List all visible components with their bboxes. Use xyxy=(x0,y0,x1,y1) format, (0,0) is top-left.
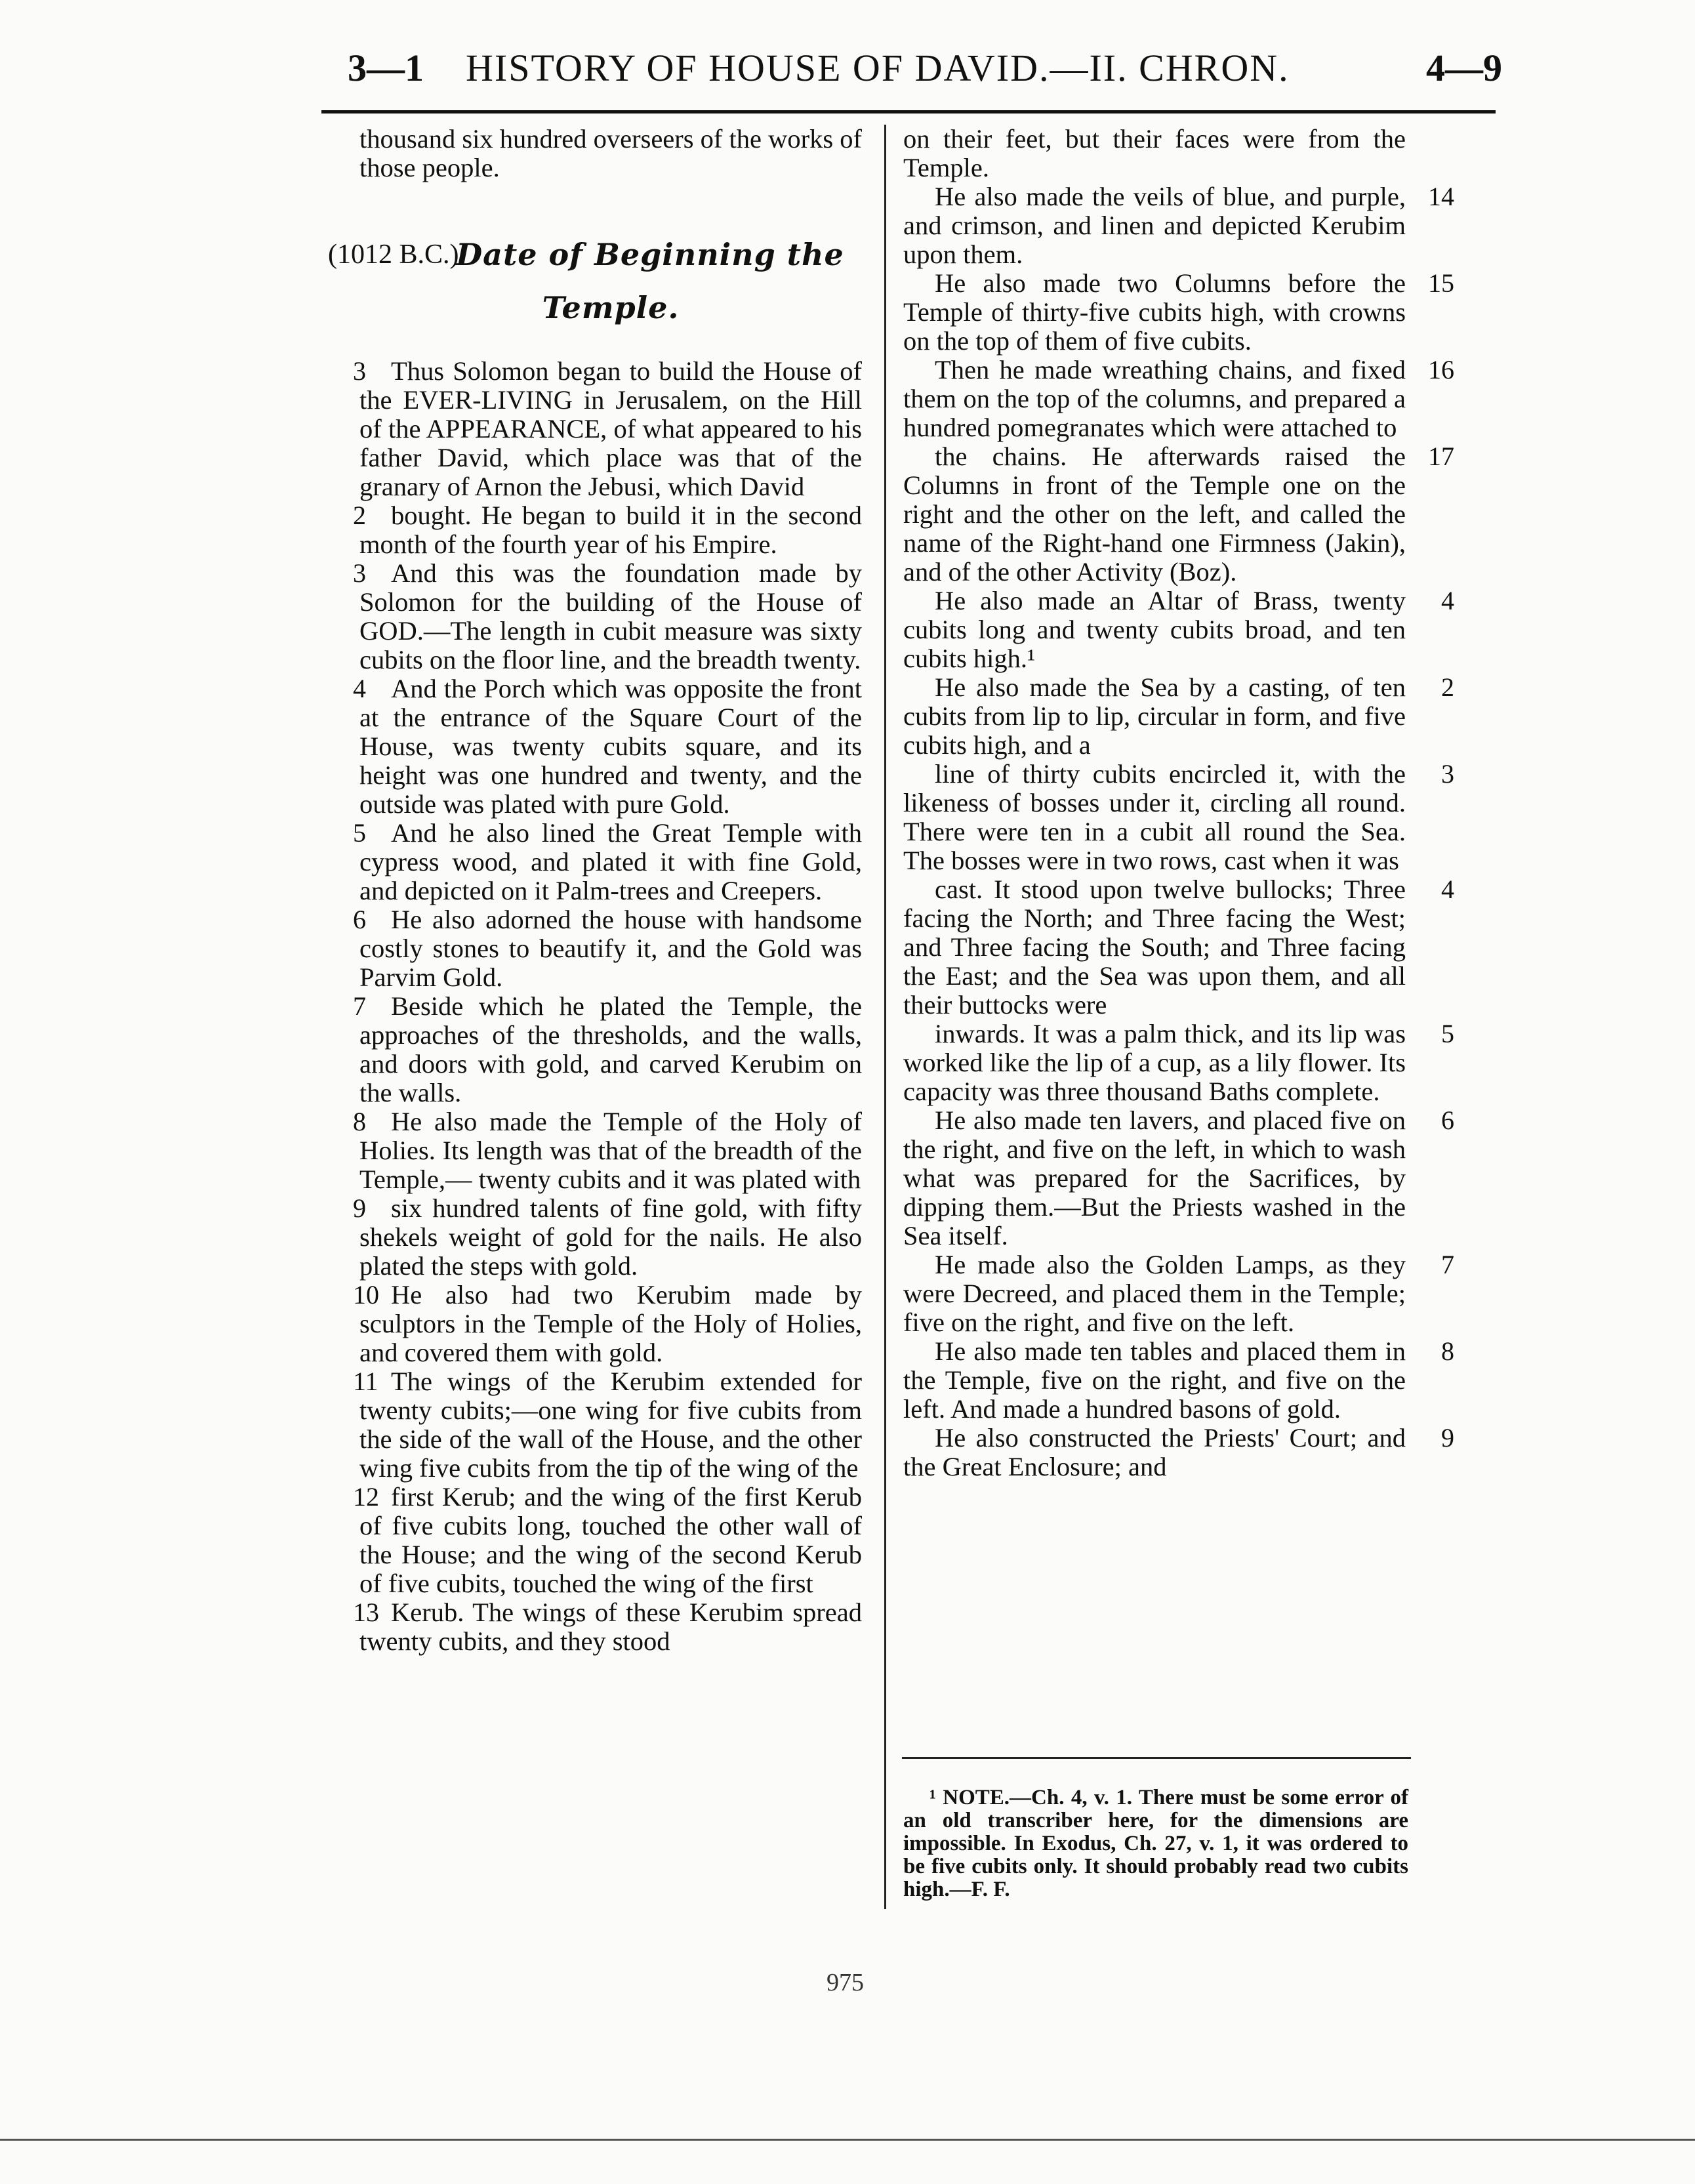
left-verse xyxy=(353,991,862,1107)
verse-text: He also adorned the house with handsome costly stones to beautify it, and the Gold was Parvim Gold. xyxy=(359,905,862,992)
verse-text: He also made ten tables and placed them in the Temple, five on the right, and five on the left. And made a hundred basons of gold. xyxy=(903,1336,1406,1424)
footnote-rule xyxy=(902,1757,1411,1759)
right-verse xyxy=(903,1336,1454,1424)
verse-number: 6 xyxy=(353,905,366,934)
right-verse xyxy=(903,1019,1454,1106)
right-verse xyxy=(903,442,1454,587)
verse-number: 3 xyxy=(1441,759,1454,789)
verse-text: cast. It stood upon twelve bullocks; Three facing the North; and Three facing the West; and Three facing the South; and Three facing the East; and the Sea was upon them, and all their buttocks were xyxy=(903,875,1406,1020)
verse-text: Beside which he plated the Temple, the approaches of the thresholds, and the walls, and doors with gold, and carved Kerubim on the walls. xyxy=(359,991,862,1107)
right-column xyxy=(903,124,1454,1481)
verse-text: And this was the foundation made by Solomon for the building of the House of GOD.—The length in cubit measure was sixty cubits on the floor line, and the breadth twenty. xyxy=(359,558,862,674)
running-header xyxy=(308,46,1502,105)
left-verse xyxy=(353,905,862,992)
left-verse-list xyxy=(353,356,862,1656)
header-chapter-start: 3—1 xyxy=(348,47,424,89)
verse-text: The wings of the Kerubim extended for twenty cubits;—one wing for five cubits from the side of the wall of the House, and the other wing five cubits from the tip of the wing of the xyxy=(359,1367,862,1483)
verse-text: He also made the Sea by a casting, of ten cubits from lip to lip, circular in form, and five cubits high, and a xyxy=(903,672,1406,760)
verse-text: He also made the Temple of the Holy of Holies. Its length was that of the breadth of the Temple,— twenty cubits and it was plated with xyxy=(359,1107,862,1194)
verse-number: 4 xyxy=(1441,586,1454,615)
verse-text: Thus Solomon began to build the House of the EVER-LIVING in Jerusalem, on the Hill of the APPEARANCE, of what appeared to his father David, which place was that of the granary of Arnon the Jebusi, which David xyxy=(359,356,862,501)
verse-text: And the Porch which was opposite the front at the entrance of the Square Court of the House, was twenty cubits square, and its height was one hundred and twenty, and the outside was plated with pure Gold. xyxy=(359,674,862,819)
left-verse xyxy=(353,356,862,501)
verse-number: 11 xyxy=(353,1367,378,1396)
verse-number: 5 xyxy=(353,818,366,848)
scan-edge-line xyxy=(0,2139,1695,2141)
right-verse xyxy=(903,268,1454,356)
verse-number: 6 xyxy=(1441,1105,1454,1135)
verse-text: He also made ten lavers, and placed five on the right, and five on the left, in which to wash what was prepared for the Sacrifices, by dipping them.—But the Priests washed in the Sea itself. xyxy=(903,1105,1406,1250)
right-opening-text: on their feet, but their faces were from the Temple. xyxy=(903,124,1406,182)
right-verse xyxy=(903,586,1454,673)
header-rule xyxy=(321,110,1496,113)
left-opening-text: thousand six hundred overseers of the works of those people. xyxy=(359,124,862,182)
verse-text: He also made two Columns before the Temple of thirty-five cubits high, with crowns on the top of them of five cubits. xyxy=(903,268,1406,356)
left-verse xyxy=(353,674,862,819)
right-verse xyxy=(903,182,1454,269)
right-verse xyxy=(903,1105,1454,1250)
verse-text: six hundred talents of fine gold, with fifty shekels weight of gold for the nails. He also plated the steps with gold. xyxy=(359,1193,862,1281)
right-verse xyxy=(903,875,1454,1020)
verse-text: bought. He began to build it in the second month of the fourth year of his Empire. xyxy=(359,501,862,559)
heading-title: Date of Beginning the Temple. xyxy=(456,237,844,325)
left-verse xyxy=(353,1367,862,1483)
heading-date: (1012 B.C.) xyxy=(328,239,459,270)
right-verse xyxy=(903,1423,1454,1481)
verse-number: 3 xyxy=(353,558,366,588)
verse-text: He also constructed the Priests' Court; and the Great Enclosure; and xyxy=(903,1423,1406,1481)
right-verse-list xyxy=(903,182,1454,1481)
verse-text: He made also the Golden Lamps, as they were Decreed, and placed them in the Temple; five on the right, and five on the left. xyxy=(903,1250,1406,1337)
left-verse xyxy=(353,1107,862,1194)
verse-number: 7 xyxy=(1441,1250,1454,1279)
verse-number: 9 xyxy=(353,1193,366,1223)
left-verse xyxy=(353,501,862,559)
verse-number: 4 xyxy=(1441,875,1454,904)
right-verse xyxy=(903,1250,1454,1337)
right-verse xyxy=(903,759,1454,875)
left-verse xyxy=(353,1482,862,1598)
verse-number: 9 xyxy=(1441,1423,1454,1453)
verse-number: 8 xyxy=(1441,1336,1454,1366)
right-verse xyxy=(903,672,1454,760)
verse-text: And he also lined the Great Temple with cypress wood, and plated it with fine Gold, and depicted on it Palm-trees and Creepers. xyxy=(359,818,862,905)
verse-number: 5 xyxy=(1441,1019,1454,1048)
verse-text: Kerub. The wings of these Kerubim spread twenty cubits, and they stood xyxy=(359,1597,862,1656)
page-number: 975 xyxy=(827,1969,864,1996)
verse-text: Then he made wreathing chains, and fixed them on the top of the columns, and prepared a hundred pomegranates which were attached to xyxy=(903,355,1406,442)
verse-number: 4 xyxy=(353,674,366,703)
verse-text: first Kerub; and the wing of the first Kerub of five cubits long, touched the other wall of the House; and the wing of the second Kerub of five cubits, touched the wing of the first xyxy=(359,1482,862,1598)
section-heading xyxy=(328,228,862,335)
header-title: HISTORY OF HOUSE OF DAVID.—II. CHRON. xyxy=(466,47,1290,89)
verse-number: 15 xyxy=(1428,268,1454,298)
verse-number: 2 xyxy=(353,501,366,530)
verse-number: 3 xyxy=(353,356,366,386)
verse-number: 2 xyxy=(1441,672,1454,702)
verse-text: the chains. He afterwards raised the Columns in front of the Temple one on the right and the other on the left, and called the name of the Right-hand one Firmness (Jakin), and of the other Activity (Boz). xyxy=(903,442,1406,587)
verse-number: 13 xyxy=(353,1597,379,1627)
verse-number: 8 xyxy=(353,1107,366,1136)
left-verse xyxy=(353,1597,862,1656)
verse-number: 12 xyxy=(353,1482,379,1512)
right-verse xyxy=(903,355,1454,442)
verse-text: He also had two Kerubim made by sculptors in the Temple of the Holy of Holies, and covered them with gold. xyxy=(359,1280,862,1367)
left-verse xyxy=(353,558,862,674)
verse-text: line of thirty cubits encircled it, with the likeness of bosses under it, circling all round. There were ten in a cubit all round the Sea. The bosses were in two rows, cast when it was xyxy=(903,759,1406,875)
verse-number: 10 xyxy=(353,1280,379,1309)
left-column xyxy=(328,124,862,1656)
column-divider xyxy=(884,125,886,1909)
verse-number: 14 xyxy=(1428,182,1454,211)
verse-text: inwards. It was a palm thick, and its lip was worked like the lip of a cup, as a lily flower. Its capacity was three thousand Baths complete. xyxy=(903,1019,1406,1106)
footnote: ¹ NOTE.—Ch. 4, v. 1. There must be some error of an old transcriber here, for the dimensions are impossible. In Exodus, Ch. 27, v. 1, it was ordered to be five cubits only. It should probably read two cubits high.—F. F. xyxy=(903,1786,1408,1901)
left-verse xyxy=(353,1193,862,1281)
left-verse xyxy=(353,818,862,905)
verse-number: 16 xyxy=(1428,355,1454,384)
verse-text: He also made the veils of blue, and purple, and crimson, and linen and depicted Kerubim upon them. xyxy=(903,182,1406,269)
left-verse xyxy=(353,1280,862,1367)
verse-number: 7 xyxy=(353,991,366,1021)
verse-number: 17 xyxy=(1428,442,1454,471)
verse-text: He also made an Altar of Brass, twenty cubits long and twenty cubits broad, and ten cubits high.¹ xyxy=(903,586,1406,673)
header-chapter-end: 4—9 xyxy=(1426,47,1502,89)
